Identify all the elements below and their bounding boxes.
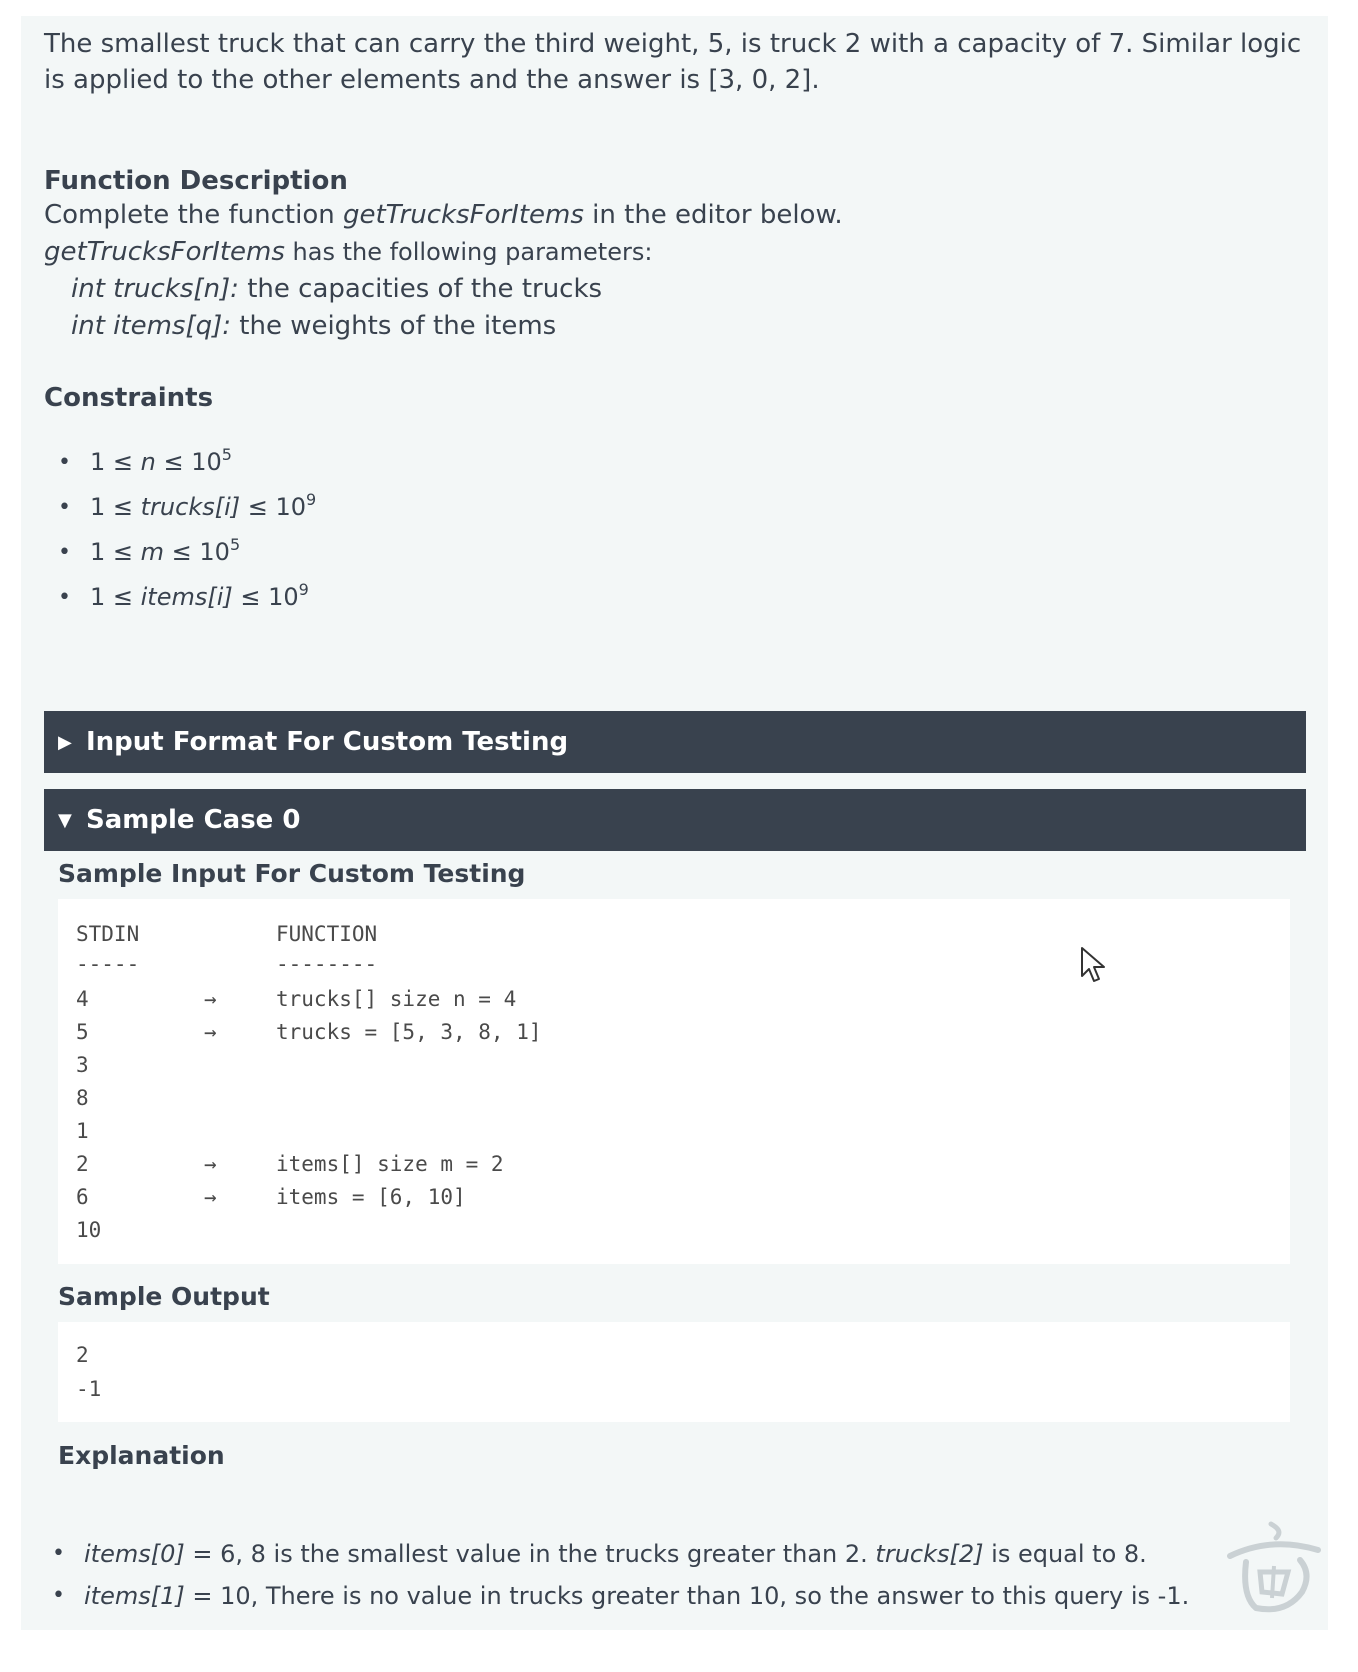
mouse-pointer-icon <box>1080 946 1108 986</box>
output-line: 2 <box>76 1343 89 1367</box>
stdin-value: 3 <box>76 1053 89 1077</box>
stdin-value: 4 <box>76 987 89 1011</box>
function-name: getTrucksForItems <box>44 237 285 267</box>
constraint-item: • 1 ≤ items[i] ≤ $10^9$ <box>38 575 316 620</box>
line1-suffix: in the editor below. <box>583 200 843 230</box>
function-note: trucks = [5, 3, 8, 1] <box>276 1020 542 1044</box>
constraints-heading: Constraints <box>44 383 214 413</box>
sample-case-label: Sample Case 0 <box>86 805 301 835</box>
constraint-item: • $1 \le m \le 10^5$ <box>38 530 316 575</box>
function-divider: -------- <box>276 952 378 976</box>
stdin-value: 5 <box>76 1020 89 1044</box>
param-signature: int items[q]: <box>71 311 231 341</box>
sample-output-heading: Sample Output <box>58 1282 270 1311</box>
chevron-down-icon: ▼ <box>58 809 72 831</box>
constraint-item: • $1 \le n \le 10^5$ <box>38 440 316 485</box>
watermark-logo-icon <box>1216 1516 1326 1626</box>
output-line: -1 <box>76 1377 102 1401</box>
explanation-item: • items[0] = 6, 8 is the smallest value in the trucks greater than 2. trucks[2] is equal to 8. <box>38 1533 1189 1575</box>
param-trucks <box>71 274 602 304</box>
line2-suffix: has the following parameters: <box>284 238 653 266</box>
intro-paragraph: The smallest truck that can carry the third weight, 5, is truck 2 with a capacity of 7. Similar logic is applied to the other elements and the answer is [3, 0, 2]. <box>44 29 1302 95</box>
line1-prefix: Complete the function <box>44 200 343 230</box>
stdin-value: 6 <box>76 1185 89 1209</box>
stdin-value: 1 <box>76 1119 89 1143</box>
sample-output-code <box>58 1322 1290 1422</box>
function-note: items = [6, 10] <box>276 1185 466 1209</box>
function-description-heading: Function Description <box>44 166 348 196</box>
stdin-value: 2 <box>76 1152 89 1176</box>
function-name: getTrucksForItems <box>342 200 584 230</box>
arrow-right-icon: → <box>204 1185 217 1209</box>
stdin-header: STDIN <box>76 922 140 946</box>
param-description: the capacities of the trucks <box>238 274 603 304</box>
input-format-toggle[interactable] <box>44 711 1306 773</box>
function-description-line1 <box>44 200 843 230</box>
function-description-line2 <box>44 237 652 267</box>
function-note: trucks[] size n = 4 <box>276 987 517 1011</box>
param-signature: int trucks[n]: <box>71 274 239 304</box>
param-items <box>71 311 556 341</box>
stdin-divider: ----- <box>76 952 140 976</box>
explanation-item: • items[1] = 10, There is no value in trucks greater than 10, so the answer to this query is -1. <box>38 1575 1189 1617</box>
stdin-value: 8 <box>76 1086 89 1110</box>
stdin-value: 10 <box>76 1218 102 1242</box>
arrow-right-icon: → <box>204 1152 217 1176</box>
problem-panel <box>21 16 1328 1630</box>
constraints-list <box>38 440 316 620</box>
arrow-right-icon: → <box>204 1020 217 1044</box>
input-format-label: Input Format For Custom Testing <box>86 727 569 757</box>
sample-input-heading: Sample Input For Custom Testing <box>58 859 526 888</box>
explanation-heading: Explanation <box>58 1441 225 1470</box>
sample-case-toggle[interactable] <box>44 789 1306 851</box>
function-note: items[] size m = 2 <box>276 1152 504 1176</box>
constraint-item: • 1 ≤ trucks[i] ≤ $10^9$ <box>38 485 316 530</box>
function-header: FUNCTION <box>276 922 378 946</box>
arrow-right-icon: → <box>204 987 217 1011</box>
explanation-list <box>38 1533 1189 1617</box>
param-description: the weights of the items <box>231 311 557 341</box>
chevron-right-icon: ▶ <box>58 731 72 753</box>
